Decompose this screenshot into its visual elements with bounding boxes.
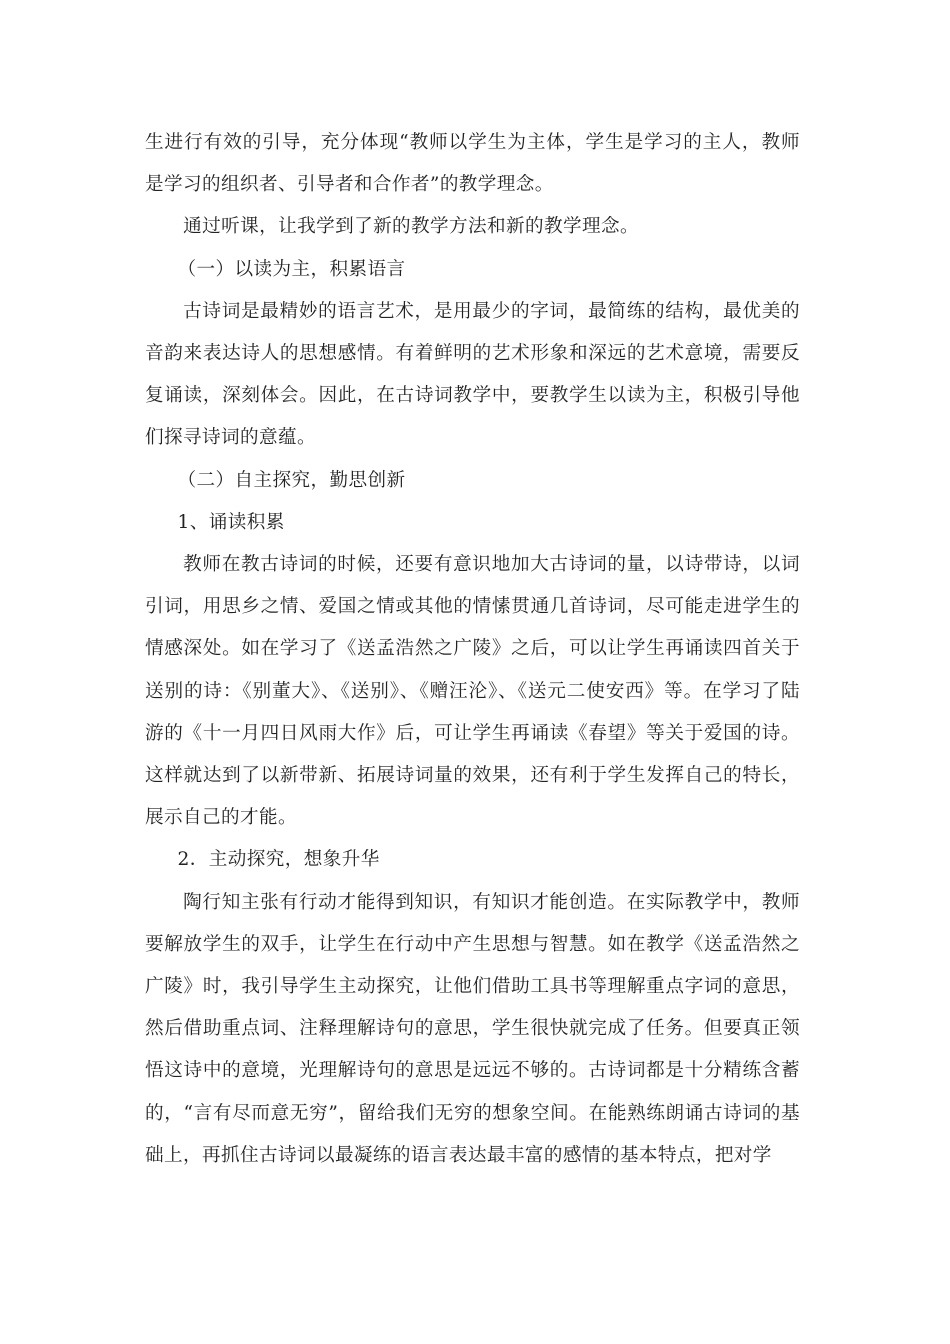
document-body: [145, 122, 800, 1177]
subsection-heading-1: 1、诵读积累: [177, 511, 285, 533]
paragraph-intro: 通过听课，让我学到了新的教学方法和新的教学理念。: [183, 216, 639, 238]
section-heading-1: （一）以读为主，积累语言: [177, 258, 406, 280]
paragraph-section-1: 古诗词是最精妙的语言艺术，是用最少的字词，最简练的结构，最优美的音韵来表达诗人的思想感情。有着鲜明的艺术形象和深远的艺术意境，需要反复诵读，深刻体会。因此，在古诗词教学中，要教学生以读为主，积极引导他们探寻诗词的意蕴。: [145, 300, 800, 449]
paragraph-continuation: 生进行有效的引导，充分体现“教师以学生为主体，学生是学习的主人，教师是学习的组织者、引导者和合作者”的教学理念。: [145, 132, 800, 196]
paragraph-subsection-2: 陶行知主张有行动才能得到知识，有知识才能创造。在实际教学中，教师要解放学生的双手，让学生在行动中产生思想与智慧。如在教学《送孟浩然之广陵》时，我引导学生主动探究，让他们借助工具书等理解重点字词的意思，然后借助重点词、注释理解诗句的意思，学生很快就完成了任务。但要真正领悟这诗中的意境，光理解诗句的意思是远远不够的。古诗词都是十分精练含蓄的，“言有尽而意无穷”，留给我们无穷的想象空间。在能熟练朗诵古诗词的基础上，再抓住古诗词以最凝练的语言表达最丰富的感情的基本特点，把对学: [145, 891, 800, 1166]
subsection-heading-2: 2．主动探究，想象升华: [177, 849, 380, 871]
section-heading-2: （二）自主探究，勤思创新: [177, 469, 406, 491]
paragraph-subsection-1: 教师在教古诗词的时候，还要有意识地加大古诗词的量，以诗带诗，以词引词，用思乡之情、爱国之情或其他的情愫贯通几首诗词，尽可能走进学生的情感深处。如在学习了《送孟浩然之广陵》之后，可以让学生再诵读四首关于送别的诗：《别董大》、《送别》、《赠汪沦》、《送元二使安西》等。在学习了陆游的《十一月四日风雨大作》后，可让学生再诵读《春望》等关于爱国的诗。这样就达到了以新带新、拓展诗词量的效果，还有利于学生发挥自己的特长，展示自己的才能。: [145, 554, 800, 829]
